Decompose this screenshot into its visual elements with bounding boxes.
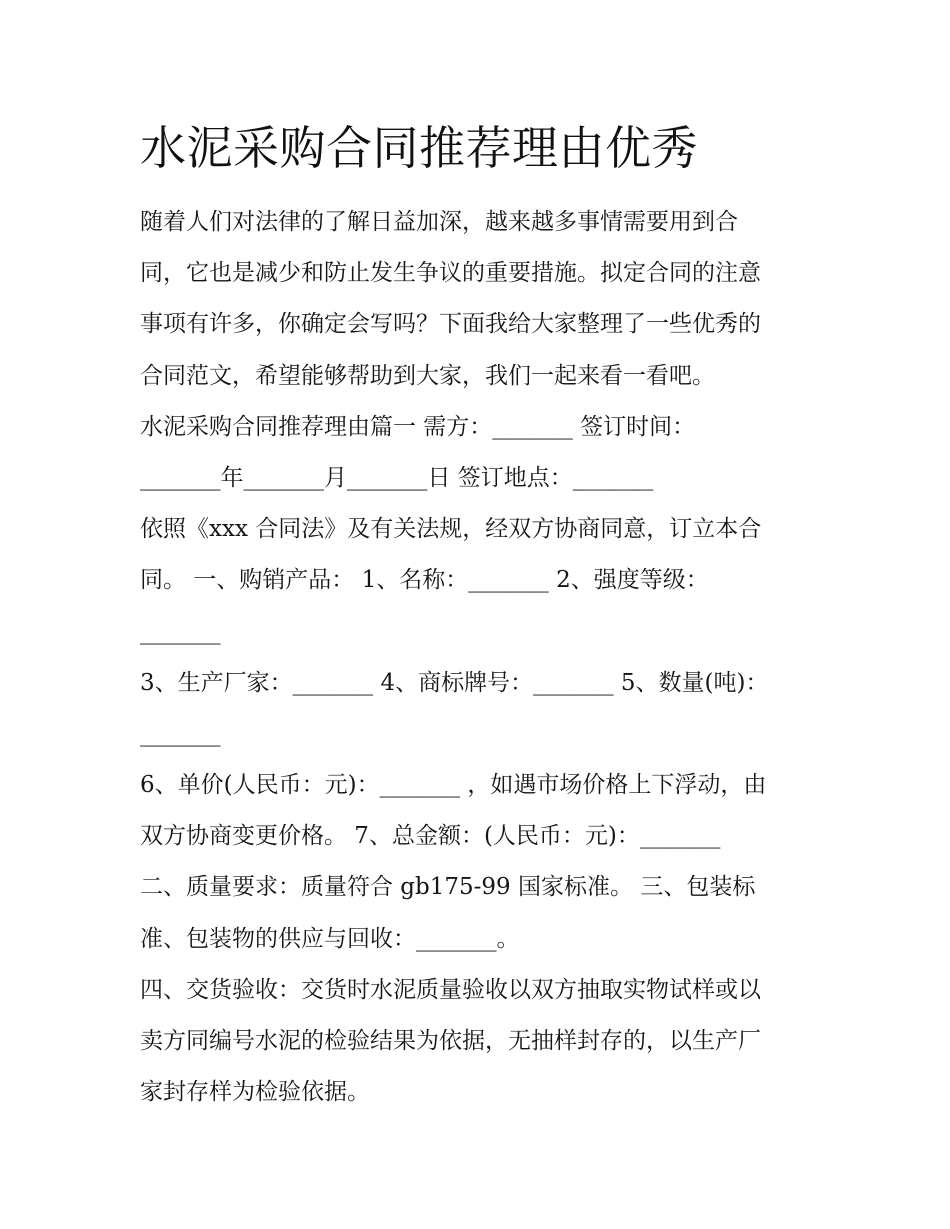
body-line-8: 同。 一、购销产品： 1、名称：_______ 2、强度等级： (140, 567, 709, 594)
body-line-18: 家封存样为检验依据。 (140, 1079, 370, 1106)
body-line-12: 6、单价(人民币：元)：_______ ，如遇市场价格上下浮动，由 (140, 772, 767, 799)
body-line-2: 同，它也是减少和防止发生争议的重要措施。拟定合同的注意 (140, 260, 761, 287)
body-line-1: 随着人们对法律的了解日益加深，越来越多事情需要用到合 (140, 209, 738, 235)
body-line-10: 3、生产厂家：_______ 4、商标牌号：_______ 5、数量(吨)： (140, 669, 769, 696)
body-line-7: 依照《xxx 合同法》及有关法规，经双方协商同意，订立本合 (140, 516, 762, 543)
body-line-11: _______ (140, 720, 221, 747)
document-title: 水泥采购合同推荐理由优秀 (140, 121, 698, 175)
body-line-16: 四、交货验收：交货时水泥质量验收以双方抽取实物试样或以 (140, 976, 761, 1003)
body-line-14: 二、质量要求：质量符合 gb175-99 国家标准。 三、包装标 (140, 874, 756, 901)
body-line-15: 准、包装物的供应与回收：_______。 (140, 925, 520, 952)
body-line-3: 事项有许多，你确定会写吗？下面我给大家整理了一些优秀的 (140, 311, 761, 338)
body-line-9: _______ (140, 618, 221, 645)
document-body (140, 197, 830, 1118)
body-line-6: _______年_______月_______日 签订地点：_______ (140, 464, 654, 491)
body-line-4: 合同范文，希望能够帮助到大家，我们一起来看一看吧。 (140, 362, 715, 389)
body-line-13: 双方协商变更价格。 7、总金额：(人民币：元)：_______ (140, 823, 721, 850)
body-line-5: 水泥采购合同推荐理由篇一 需方：_______ 签订时间： (140, 413, 696, 440)
body-line-17: 卖方同编号水泥的检验结果为依据，无抽样封存的，以生产厂 (140, 1028, 761, 1054)
